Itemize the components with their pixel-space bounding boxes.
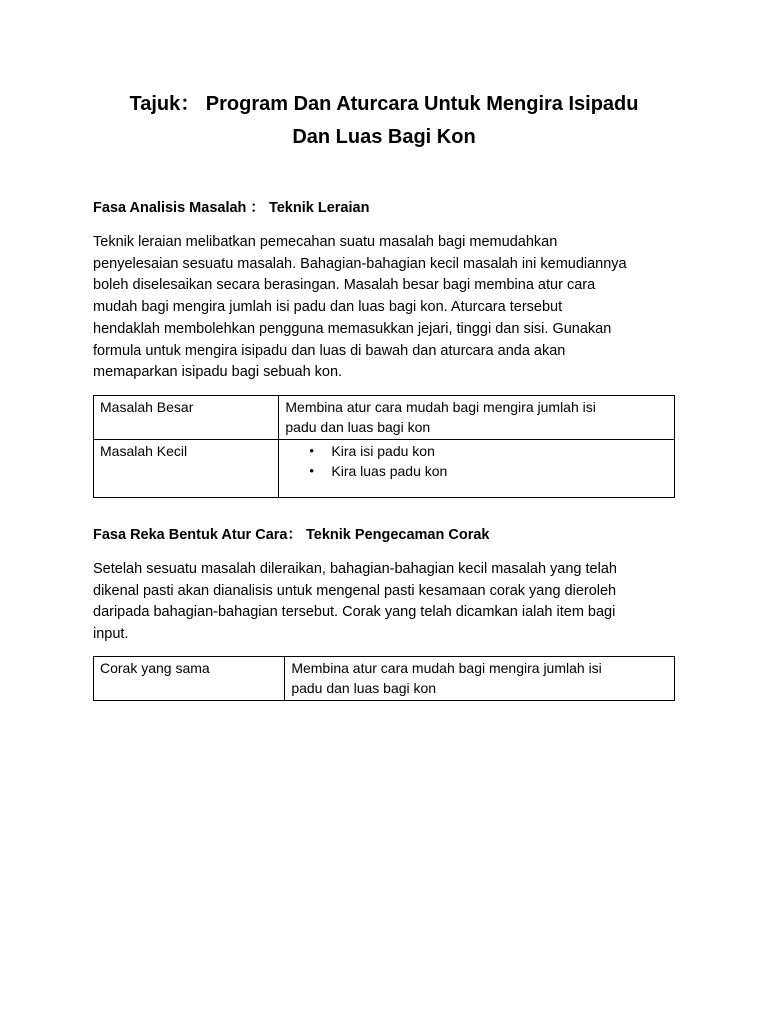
cell-line: padu dan luas bagi kon (291, 680, 437, 696)
paragraph-line: input. (93, 626, 129, 643)
table-cell-label: Corak yang sama (94, 657, 285, 701)
cell-line: Membina atur cara mudah bagi mengira jumlah isi (285, 399, 596, 415)
table-cell-value (285, 657, 675, 701)
list-item: • Kira luas padu kon (285, 461, 668, 481)
paragraph-line: hendaklah membolehkan pengguna memasukkan jejari, tinggi dan sisi. Gunakan (93, 320, 612, 337)
cell-line: padu dan luas bagi kon (285, 419, 431, 435)
document-title-line: Tajuk： Program Dan Aturcara Untuk Mengira Isipadu (129, 93, 639, 115)
table-row (94, 440, 675, 498)
paragraph-line: memaparkan isipadu bagi sebuah kon. (93, 364, 343, 381)
document-title (60, 88, 708, 154)
table-cell-value (279, 440, 675, 498)
table-cell-value (279, 396, 675, 440)
paragraph-line: daripada bahagian-bahagian tersebut. Corak yang telah dicamkan ialah item bagi (93, 604, 616, 621)
list-item: • Kira isi padu kon (285, 441, 668, 461)
paragraph-line: Teknik leraian melibatkan pemecahan suatu masalah bagi memudahkan (93, 234, 558, 250)
paragraph-line: mudah bagi mengira jumlah isi padu dan luas bagi kon. Aturcara tersebut (93, 299, 563, 316)
bullet-list (285, 441, 668, 481)
table-cell-label: Masalah Kecil (94, 440, 279, 498)
document-title-line: Dan Luas Bagi Kon (292, 126, 476, 148)
paragraph-line: dikenal pasti akan dianalisis untuk mengenal pasti kesamaan corak yang dieroleh (93, 582, 617, 599)
paragraph-line: Setelah sesuatu masalah dileraikan, bahagian-bahagian kecil masalah yang telah (93, 561, 617, 577)
section-heading-reka-bentuk: Fasa Reka Bentuk Atur Cara： Teknik Pengecaman Corak (93, 527, 490, 543)
cell-line: Membina atur cara mudah bagi mengira jumlah isi (291, 660, 602, 676)
section-heading-analisis: Fasa Analisis Masalah ： Teknik Leraian (93, 200, 370, 216)
section-paragraph-analisis (93, 232, 683, 384)
paragraph-line: boleh diselesaikan secara berasingan. Masalah besar bagi membina atur cara (93, 277, 596, 294)
pattern-table (93, 656, 675, 701)
problem-table (93, 395, 675, 498)
paragraph-line: penyelesaian sesuatu masalah. Bahagian-bahagian kecil masalah ini kemudiannya (93, 255, 627, 272)
table-row (94, 657, 675, 701)
section-paragraph-reka-bentuk (93, 559, 683, 646)
table-row (94, 396, 675, 440)
table-cell-label: Masalah Besar (94, 396, 279, 440)
paragraph-line: formula untuk mengira isipadu dan luas di bawah dan aturcara anda akan (93, 342, 566, 359)
